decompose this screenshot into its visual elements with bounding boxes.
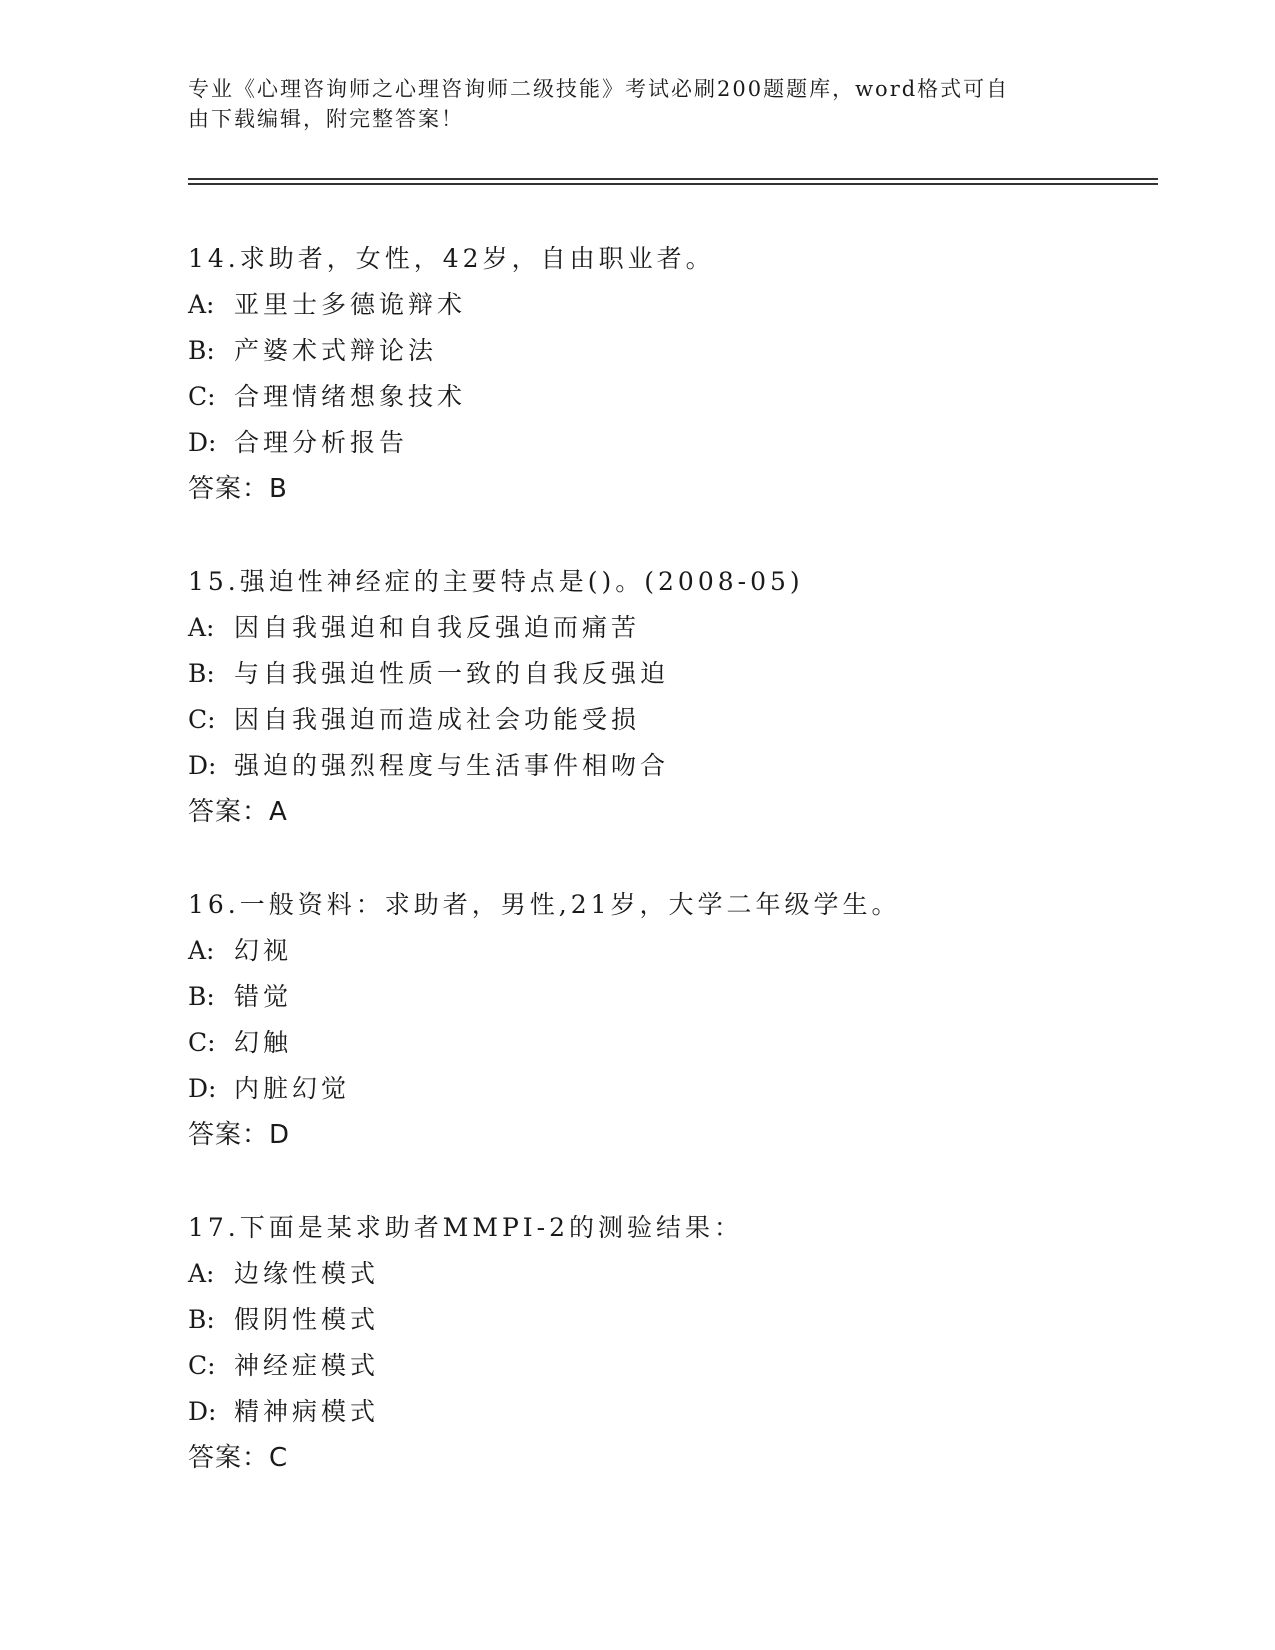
option-b: [188, 1297, 1158, 1343]
option-text: 边缘性模式: [234, 1259, 380, 1288]
option-a: [188, 1251, 1158, 1297]
answer-line: 答案：D: [188, 1120, 291, 1150]
option-text: 合理情绪想象技术: [234, 382, 467, 411]
option-letter: D:: [188, 1074, 217, 1103]
option-letter: B:: [188, 1305, 215, 1334]
option-d: [188, 743, 1158, 789]
option-letter: A:: [188, 1259, 215, 1288]
question-stem: 16.一般资料：求助者，男性,21岁，大学二年级学生。: [188, 890, 901, 919]
question-stem: 17.下面是某求助者MMPI-2的测验结果：: [188, 1213, 744, 1242]
header-divider-top: [188, 178, 1158, 180]
option-letter: D:: [188, 751, 217, 780]
option-letter: C:: [188, 705, 216, 734]
question-stem: 14.求助者，女性，42岁，自由职业者。: [188, 244, 715, 273]
question-stem: 15.强迫性神经症的主要特点是()。(2008-05): [188, 567, 804, 596]
question-17: [188, 1205, 1158, 1481]
option-letter: A:: [188, 290, 215, 319]
option-letter: D:: [188, 1397, 217, 1426]
answer-line: 答案：B: [188, 474, 288, 504]
option-text: 神经症模式: [234, 1351, 380, 1380]
option-letter: B:: [188, 659, 215, 688]
option-c: [188, 374, 1158, 420]
option-text: 因自我强迫而造成社会功能受损: [234, 705, 641, 734]
option-text: 强迫的强烈程度与生活事件相吻合: [234, 751, 670, 780]
question-16: [188, 882, 1158, 1158]
option-letter: A:: [188, 613, 215, 642]
option-text: 与自我强迫性质一致的自我反强迫: [234, 659, 670, 688]
option-text: 产婆术式辩论法: [234, 336, 438, 365]
option-letter: D:: [188, 428, 217, 457]
option-c: [188, 1020, 1158, 1066]
option-text: 精神病模式: [234, 1397, 380, 1426]
option-b: [188, 651, 1158, 697]
option-d: [188, 1389, 1158, 1435]
option-letter: B:: [188, 982, 215, 1011]
option-text: 幻视: [234, 936, 293, 965]
option-b: [188, 974, 1158, 1020]
option-letter: A:: [188, 936, 215, 965]
option-text: 因自我强迫和自我反强迫而痛苦: [234, 613, 641, 642]
option-b: [188, 328, 1158, 374]
option-text: 假阴性模式: [234, 1305, 380, 1334]
option-letter: C:: [188, 1351, 216, 1380]
header-line-1: 专业《心理咨询师之心理咨询师二级技能》考试必刷200题题库，word格式可自: [188, 77, 1010, 101]
option-a: [188, 928, 1158, 974]
option-d: [188, 1066, 1158, 1112]
header-divider-bottom: [188, 183, 1158, 185]
option-c: [188, 1343, 1158, 1389]
document-header: [188, 74, 1068, 134]
question-list: [188, 236, 1158, 1528]
option-text: 错觉: [234, 982, 293, 1011]
option-c: [188, 697, 1158, 743]
option-text: 合理分析报告: [234, 428, 409, 457]
answer-line: 答案：A: [188, 797, 288, 827]
option-a: [188, 282, 1158, 328]
option-a: [188, 605, 1158, 651]
question-15: [188, 559, 1158, 835]
option-text: 内脏幻觉: [234, 1074, 351, 1103]
option-text: 亚里士多德诡辩术: [234, 290, 467, 319]
option-letter: B:: [188, 336, 215, 365]
option-letter: C:: [188, 1028, 216, 1057]
option-letter: C:: [188, 382, 216, 411]
option-text: 幻触: [234, 1028, 293, 1057]
header-line-2: 由下载编辑，附完整答案！: [188, 107, 464, 131]
answer-line: 答案：C: [188, 1443, 289, 1473]
option-d: [188, 420, 1158, 466]
question-14: [188, 236, 1158, 512]
